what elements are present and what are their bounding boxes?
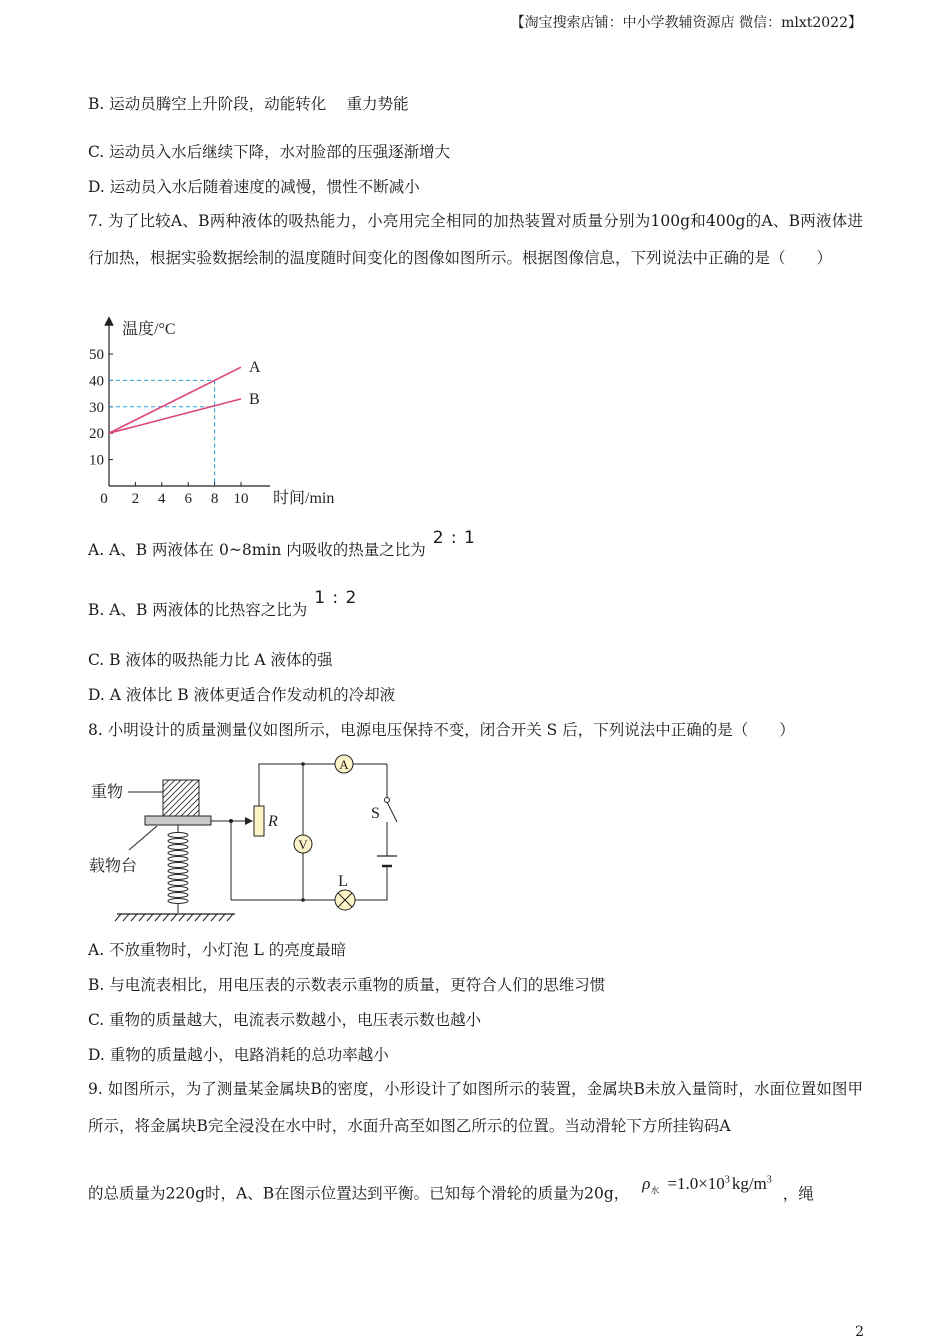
junction-bottom — [301, 898, 305, 902]
y-tick-label: 20 — [89, 426, 104, 443]
q7-option-a — [88, 528, 476, 560]
q7-option-d: D. A 液体比 B 液体更适合作发动机的冷却液 — [88, 686, 396, 704]
q9-last-line — [88, 1173, 863, 1210]
q7-option-b-text: B. A、B 两液体的比热容之比为 — [88, 601, 308, 619]
x-tick-label: 10 — [233, 491, 249, 507]
rho-unit: kg/m — [731, 1173, 767, 1193]
q7-option-c: C. B 液体的吸热能力比 A 液体的强 — [88, 651, 333, 669]
y-tick-label: 40 — [89, 373, 104, 390]
resistor-label: R — [268, 813, 278, 830]
series-label-b: B — [249, 390, 260, 408]
q9-stem: 9. 如图所示，为了测量某金属块B的密度，小形设计了如图所示的装置，金属块B未放入量筒时，水面位置如图甲所示，将金属块B完全浸没在水中时，水面升高至如图乙所示的位置。当动滑轮下方所挂钩码A — [88, 1080, 863, 1135]
y-tick-label: 50 — [89, 347, 104, 363]
q8-option-d: D. 重物的质量越小，电路消耗的总功率越小 — [88, 1046, 389, 1064]
weight-label: 重物 — [91, 784, 124, 801]
q7-option-a-ratio: 2 : 1 — [432, 528, 476, 548]
q6-option-c: C. 运动员入水后继续下降，水对脸部的压强逐渐增大 — [88, 143, 451, 161]
rho-value: =1.0×10 — [667, 1173, 725, 1193]
q6-option-b: B. 运动员腾空上升阶段，动能转化 重力势能 — [88, 95, 409, 113]
rho-exponent: 3 — [724, 1174, 730, 1185]
junction-top — [301, 762, 305, 766]
page-number: 2 — [855, 1324, 864, 1340]
x-axis-label: 时间/min — [273, 490, 335, 507]
y-tick-label: 30 — [89, 399, 104, 416]
switch-contact — [385, 798, 390, 803]
origin-label: 0 — [100, 491, 108, 507]
x-tick-label: 4 — [158, 491, 166, 507]
mass-meter-circuit-diagram — [85, 750, 415, 925]
rho-symbol: ρ — [642, 1173, 651, 1193]
density-formula — [642, 1173, 772, 1196]
y-tick-label: 10 — [89, 452, 104, 469]
platform-leader — [129, 826, 157, 850]
q6-option-d: D. 运动员入水后随着速度的减慢，惯性不断减小 — [88, 178, 420, 196]
q8-option-b: B. 与电流表相比，用电压表的示数表示重物的质量，更符合人们的思维习惯 — [88, 976, 606, 994]
q8-option-a: A. 不放重物时，小灯泡 L 的亮度最暗 — [88, 941, 347, 959]
q9-last-line-tail: ，绳 — [782, 1184, 814, 1203]
ground-hatch — [115, 914, 233, 921]
q7-option-b-ratio: 1 : 2 — [314, 588, 358, 608]
q7-stem: 7. 为了比较A、B两种液体的吸热能力，小亮用完全相同的加热装置对质量分别为100g和400g的A、B两液体进行加热，根据实验数据绘制的温度随时间变化的图像如图所示。根据图像信息，下列说法中正确的是（ ） — [88, 212, 863, 267]
q7-option-a-text: A. A、B 两液体在 0~8min 内吸收的热量之比为 — [88, 541, 426, 559]
series-label-a: A — [249, 359, 261, 377]
rho-unit-exponent: 3 — [766, 1174, 772, 1185]
q7-option-b — [88, 588, 358, 620]
q9-last-line-text: 的总质量为220g时，A、B在图示位置达到平衡。已知每个滑轮的质量为20g， — [88, 1184, 630, 1203]
x-tick-label: 2 — [131, 491, 140, 507]
slider-arrow — [245, 817, 253, 825]
series-line-b — [109, 399, 241, 433]
x-tick-label: 8 — [210, 491, 219, 507]
platform-label: 载物台 — [89, 858, 138, 875]
temperature-time-chart — [80, 316, 360, 512]
page-header: 【淘宝搜索店铺：中小学教辅资源店 微信：mlxt2022】 — [510, 15, 862, 31]
lamp-label: L — [338, 873, 348, 890]
rho-subscript: 水 — [650, 1185, 660, 1196]
resistor-r — [254, 806, 264, 836]
y-axis-label: 温度/°C — [122, 321, 176, 338]
platform-plate — [145, 816, 211, 825]
spring-coil — [168, 825, 188, 913]
voltmeter-label: V — [298, 837, 308, 852]
weight-block — [163, 780, 199, 816]
switch-label: S — [371, 805, 380, 822]
series-line-a — [109, 367, 241, 433]
x-tick-label: 6 — [184, 491, 192, 507]
ammeter-label: A — [339, 757, 349, 772]
q8-option-c: C. 重物的质量越大，电流表示数越小，电压表示数也越小 — [88, 1011, 482, 1029]
q8-stem: 8. 小明设计的质量测量仪如图所示，电源电压保持不变，闭合开关 S 后，下列说法中正确的是（ ） — [88, 721, 795, 739]
